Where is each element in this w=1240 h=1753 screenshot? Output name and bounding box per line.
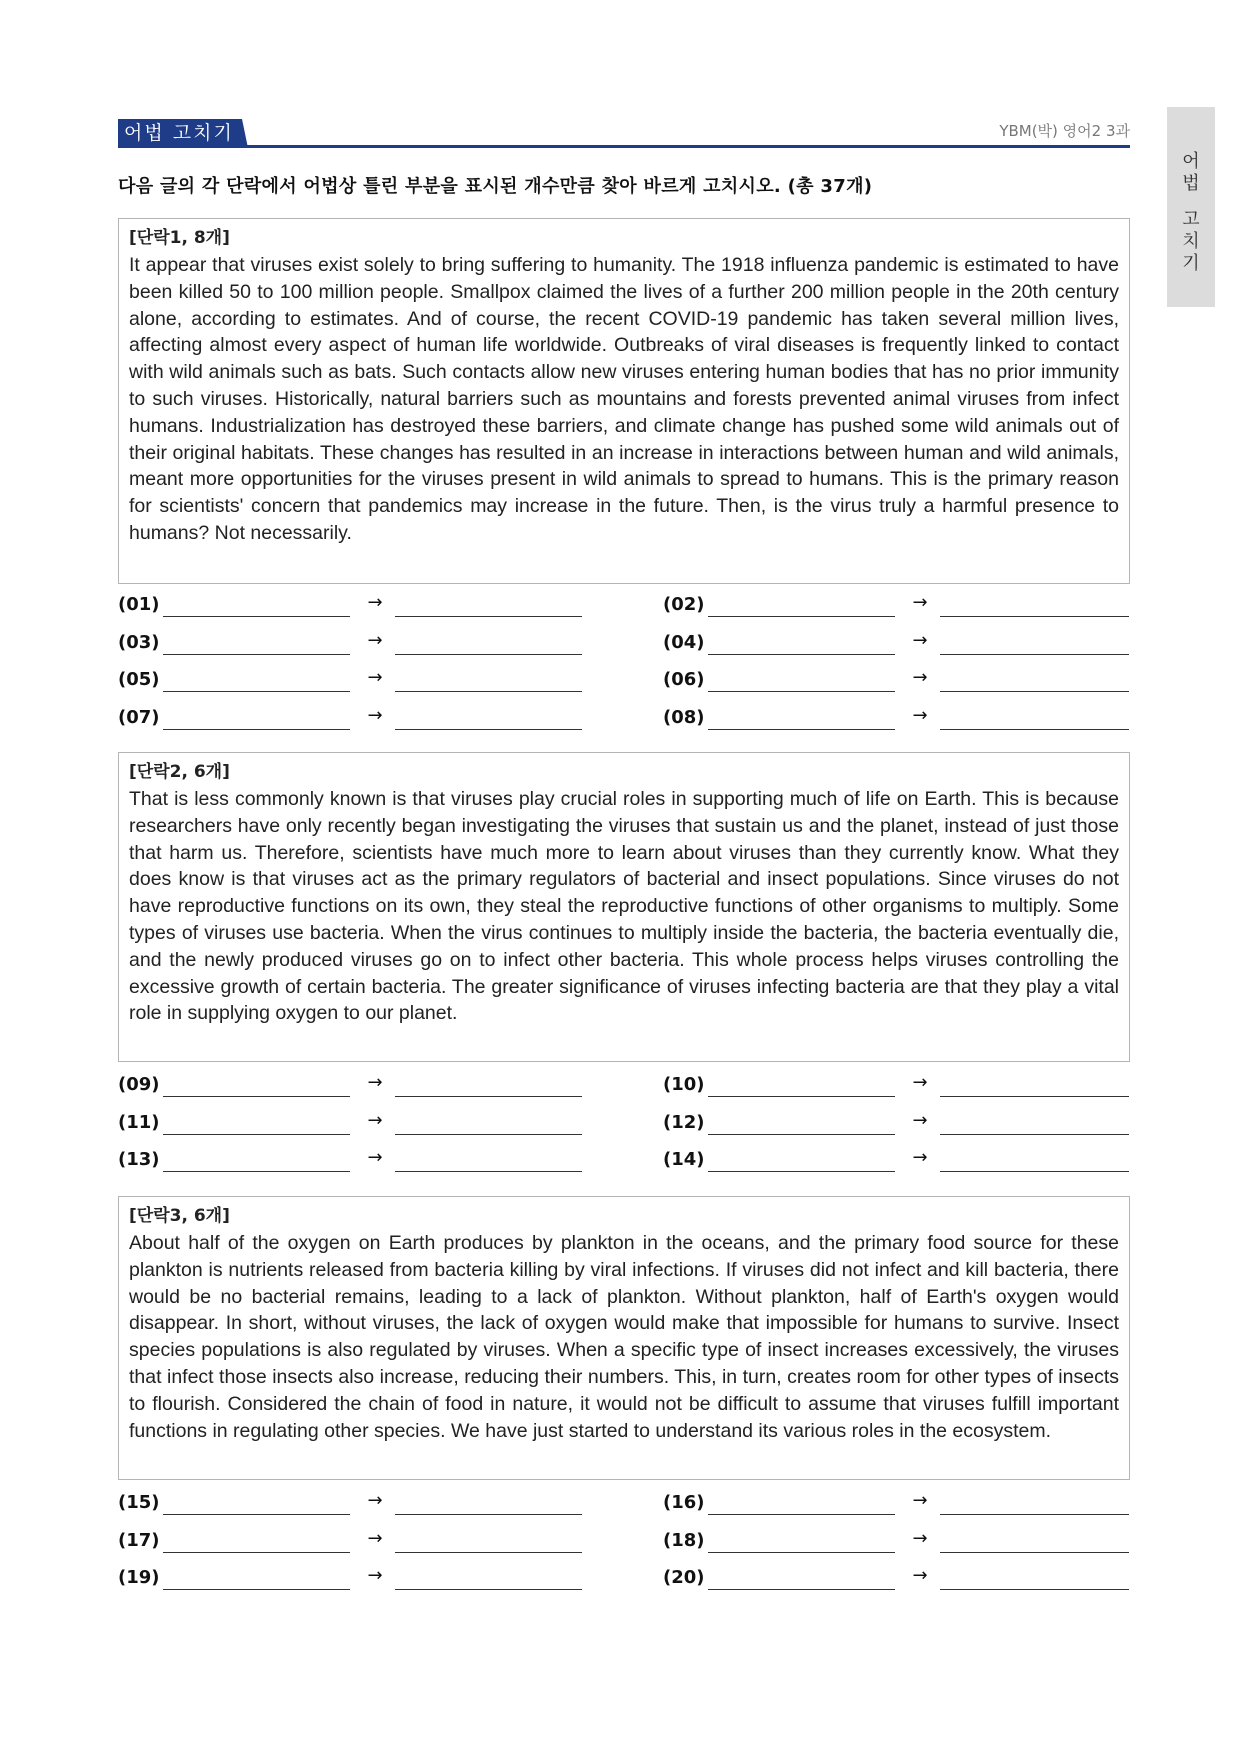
correction-blank[interactable] — [395, 1171, 582, 1172]
side-tab-char: 어 — [1182, 151, 1200, 172]
answer-group-2 — [118, 1068, 1130, 1181]
answer-number: (13) — [118, 1149, 160, 1170]
answer-number: (03) — [118, 631, 160, 653]
arrow-icon: → — [912, 1109, 928, 1131]
passage-heading: [단락2, 6개] — [129, 762, 230, 782]
answer-item — [118, 1486, 580, 1524]
answer-group-3 — [118, 1486, 1130, 1599]
correction-blank[interactable] — [395, 691, 582, 692]
answer-number: (19) — [118, 1567, 160, 1588]
passage-heading: [단락1, 8개] — [129, 228, 230, 248]
answer-item — [663, 1486, 1125, 1524]
answer-item — [118, 1068, 580, 1106]
answer-row — [118, 1068, 1130, 1106]
wrong-word-blank[interactable] — [708, 1134, 895, 1135]
wrong-word-blank[interactable] — [163, 1589, 350, 1590]
correction-blank[interactable] — [940, 1552, 1129, 1553]
answer-item — [663, 1106, 1125, 1144]
wrong-word-blank[interactable] — [708, 729, 895, 730]
answer-row — [118, 1561, 1130, 1599]
answer-number: (10) — [663, 1074, 705, 1095]
side-tab-char: 고 — [1182, 209, 1200, 230]
answer-item — [663, 1143, 1125, 1181]
wrong-word-blank[interactable] — [163, 616, 350, 617]
answer-item — [663, 588, 1125, 626]
answer-number: (05) — [118, 669, 160, 690]
answer-row — [118, 1486, 1130, 1524]
answer-item — [118, 1561, 580, 1599]
correction-blank[interactable] — [940, 1589, 1129, 1590]
answer-item — [118, 663, 580, 701]
wrong-word-blank[interactable] — [708, 1552, 895, 1553]
answer-number: (20) — [663, 1567, 705, 1588]
side-tab-char: 기 — [1182, 253, 1200, 274]
wrong-word-blank[interactable] — [708, 1171, 895, 1172]
header-source: YBM(박) 영어2 3과 — [999, 122, 1130, 140]
passage-text: It appear that viruses exist solely to bring suffering to humanity. The 1918 influenza pandemic is estimated to have been killed 50 to 100 million people. Smallpox claimed the lives of a further 200 million people in the 20th century alone, according to estimates. And of course, the recent COVID-19 pandemic has taken several million lives, affecting almost every aspect of human life worldwide. Outbreaks of viral diseases is frequently linked to contact with wild animals such as bats. Such contacts allow new viruses entering human bodies that has no prior immunity to such viruses. Historically, natural barriers such as mountains and forests prevented animal viruses from infect humans. Industrialization has destroyed these barriers, and climate change has pushed some wild animals out of their original habitats. These changes has resulted in an increase in interactions between human and wild animals, meant more opportunities for the viruses present in wild animals to spread to humans. This is the primary reason for scientists' concern that pandemics may increase in the future. Then, is the virus truly a harmful presence to humans? Not necessarily. — [129, 254, 1119, 544]
passage-2 — [118, 752, 1130, 1062]
answer-number: (01) — [118, 594, 160, 615]
arrow-icon: → — [367, 1109, 383, 1131]
arrow-icon: → — [367, 667, 383, 688]
wrong-word-blank[interactable] — [163, 1171, 350, 1172]
answer-item — [663, 1561, 1125, 1599]
answer-row — [118, 626, 1130, 664]
side-tab — [1167, 107, 1215, 307]
answer-item — [663, 701, 1125, 739]
wrong-word-blank[interactable] — [163, 729, 350, 730]
answer-item — [663, 626, 1125, 664]
instruction: 다음 글의 각 단락에서 어법상 틀린 부분을 표시된 개수만큼 찾아 바르게 고치시오. (총 37개) — [118, 176, 873, 197]
wrong-word-blank[interactable] — [163, 654, 350, 655]
passage-text: That is less commonly known is that viruses play crucial roles in supporting much of life on Earth. This is because researchers have only recently began investigating the viruses that sustain us and the planet, instead of just those that harm us. Therefore, scientists have much more to learn about viruses than they currently know. What they does know is that viruses act as the primary regulators of bacterial and insect populations. Since viruses do not have reproductive functions on its own, they steal the reproductive functions of other organisms to multiply. Some types of viruses use bacteria. When the virus continues to multiply inside the bacteria, the bacteria eventually die, and the newly produced viruses go on to infect other bacteria. This whole process helps viruses controlling the excessive growth of certain bacteria. The greater significance of viruses infecting bacteria are that they play a vital role in supplying oxygen to our planet. — [129, 788, 1119, 1025]
page-header — [118, 118, 1130, 148]
wrong-word-blank[interactable] — [708, 616, 895, 617]
side-tab-char: 치 — [1182, 231, 1200, 252]
answer-number: (15) — [118, 1492, 160, 1513]
answer-number: (02) — [663, 594, 705, 615]
arrow-icon: → — [367, 1147, 383, 1168]
answer-number: (08) — [663, 706, 705, 728]
wrong-word-blank[interactable] — [708, 1589, 895, 1590]
wrong-word-blank[interactable] — [708, 691, 895, 692]
answer-item — [118, 1106, 580, 1144]
arrow-icon: → — [367, 704, 383, 726]
answer-number: (11) — [118, 1111, 160, 1133]
arrow-icon: → — [367, 592, 383, 613]
correction-blank[interactable] — [940, 691, 1129, 692]
answer-row — [118, 588, 1130, 626]
wrong-word-blank[interactable] — [708, 1096, 895, 1097]
answer-number: (18) — [663, 1529, 705, 1551]
passage-text: About half of the oxygen on Earth produces by plankton in the oceans, and the primary food source for these plankton is nutrients released from bacteria killing by viral infections. If viruses did not infect and kill bacteria, there would be no bacterial remains, leading to a lack of plankton. Without plankton, half of Earth's oxygen would disappear. In short, without viruses, the lack of oxygen would make that impossible for humans to survive. Insect species populations is also regulated by viruses. When a specific type of insect increases excessively, the viruses that infect those insects also increase, reducing their numbers. This, in turn, creates room for other types of insects to flourish. Considered the chain of food in nature, it would not be difficult to assume that viruses fulfill important functions in regulating other species. We have just started to understand its various roles in the ecosystem. — [129, 1232, 1119, 1442]
arrow-icon: → — [912, 592, 928, 613]
arrow-icon: → — [912, 1565, 928, 1586]
arrow-icon: → — [912, 1527, 928, 1549]
wrong-word-blank[interactable] — [163, 1552, 350, 1553]
answer-item — [663, 663, 1125, 701]
wrong-word-blank[interactable] — [163, 691, 350, 692]
arrow-icon: → — [912, 667, 928, 688]
answer-item — [663, 1524, 1125, 1562]
correction-blank[interactable] — [395, 729, 582, 730]
answer-number: (17) — [118, 1529, 160, 1551]
correction-blank[interactable] — [940, 654, 1129, 655]
answer-group-1 — [118, 588, 1130, 738]
correction-blank[interactable] — [395, 1552, 582, 1553]
correction-blank[interactable] — [940, 1171, 1129, 1172]
header-title: 어법 고치기 — [118, 119, 242, 148]
answer-row — [118, 1106, 1130, 1144]
correction-blank[interactable] — [395, 654, 582, 655]
side-tab-label — [1167, 151, 1215, 275]
passage-heading: [단락3, 6개] — [129, 1206, 230, 1226]
answer-item — [663, 1068, 1125, 1106]
correction-blank[interactable] — [940, 1514, 1129, 1515]
answer-row — [118, 701, 1130, 739]
arrow-icon: → — [367, 1527, 383, 1549]
wrong-word-blank[interactable] — [163, 1096, 350, 1097]
answer-number: (12) — [663, 1111, 705, 1133]
correction-blank[interactable] — [395, 1134, 582, 1135]
arrow-icon: → — [367, 1565, 383, 1586]
wrong-word-blank[interactable] — [708, 654, 895, 655]
arrow-icon: → — [912, 1147, 928, 1168]
arrow-icon: → — [912, 1490, 928, 1511]
correction-blank[interactable] — [395, 616, 582, 617]
answer-number: (04) — [663, 631, 705, 653]
arrow-icon: → — [912, 704, 928, 726]
answer-item — [118, 1143, 580, 1181]
correction-blank[interactable] — [395, 1514, 582, 1515]
wrong-word-blank[interactable] — [163, 1134, 350, 1135]
passage-3 — [118, 1196, 1130, 1480]
answer-number: (06) — [663, 669, 705, 690]
answer-item — [118, 626, 580, 664]
correction-blank[interactable] — [940, 1134, 1129, 1135]
arrow-icon: → — [367, 629, 383, 651]
correction-blank[interactable] — [940, 729, 1129, 730]
answer-number: (09) — [118, 1074, 160, 1095]
answer-number: (16) — [663, 1492, 705, 1513]
wrong-word-blank[interactable] — [708, 1514, 895, 1515]
arrow-icon: → — [367, 1072, 383, 1093]
answer-number: (07) — [118, 706, 160, 728]
answer-item — [118, 588, 580, 626]
passage-1 — [118, 218, 1130, 584]
correction-blank[interactable] — [395, 1589, 582, 1590]
arrow-icon: → — [912, 629, 928, 651]
answer-row — [118, 1524, 1130, 1562]
arrow-icon: → — [912, 1072, 928, 1093]
side-tab-char: 법 — [1182, 173, 1200, 194]
wrong-word-blank[interactable] — [163, 1514, 350, 1515]
correction-blank[interactable] — [940, 616, 1129, 617]
answer-item — [118, 701, 580, 739]
arrow-icon: → — [367, 1490, 383, 1511]
answer-item — [118, 1524, 580, 1562]
answer-row — [118, 1143, 1130, 1181]
answer-row — [118, 663, 1130, 701]
correction-blank[interactable] — [395, 1096, 582, 1097]
correction-blank[interactable] — [940, 1096, 1129, 1097]
answer-number: (14) — [663, 1149, 705, 1170]
